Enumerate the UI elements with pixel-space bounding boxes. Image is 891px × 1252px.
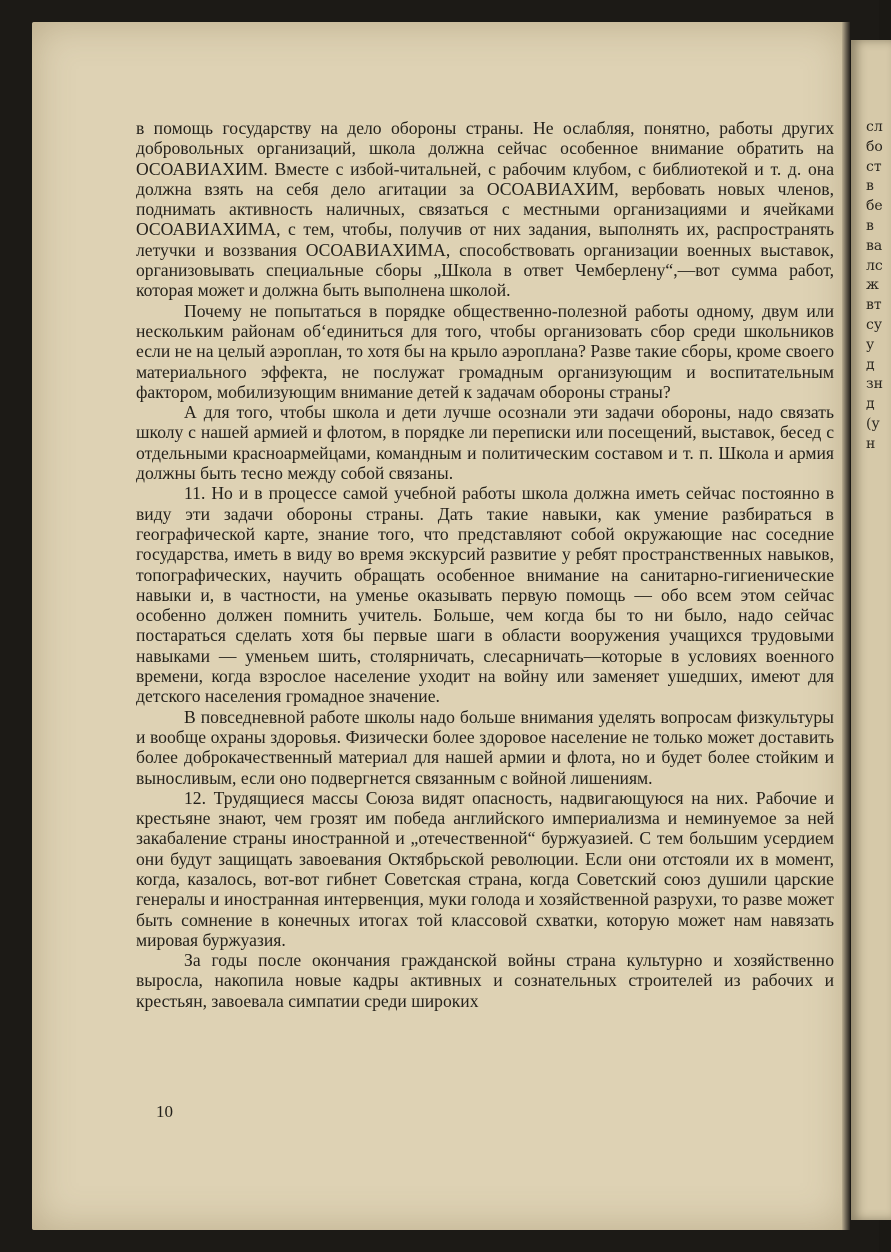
paragraph-postwar-growth: За годы после окончания гражданской войны страна культурно и хозяйственно выросла, накопила новые кадры активных и сознательных строителей из рабочих и крестьян, завоевала симпатии среди широких xyxy=(136,950,834,1011)
paragraph-aeroplane-fundraising: Почему не попытаться в порядке общественно-полезной работы одному, двум или нескольким районам об‘единиться для того, чтобы организовать сбор среди школьников если не на целый аэроплан, то хотя бы на крыло аэроплана? Разве такие сборы, кроме своего материального эффекта, не послужат громадным организующим и воспитательным фактором, мобилизующим внимание детей к задачам обороны страны? xyxy=(136,300,834,402)
page-number: 10 xyxy=(156,1102,173,1121)
paragraph-physical-culture: В повседневной работе школы надо больше внимания уделять вопросам физкультуры и вообще охраны здоровья. Физически более здоровое население не только может доставить более доброкачественный материал для нашей армии и флота, но и будет более стойким и выносливым, если оно подвергнется связанным с войной лишениям. xyxy=(136,706,834,788)
paragraph-continued: в помощь государству на дело обороны страны. Не ослабляя, понятно, работы других добровольных организаций, школа должна сейчас особенное внимание обратить на ОСОАВИАХИМ. Вместе с избой-читальней, с рабочим клубом, с библиотекой и т. д. она должна взять на себя дело агитации за ОСОАВИАХИМ, вербовать новых членов, поднимать активность наличных, связаться с местными организациями и ячейками ОСОАВИАХИМА, с тем, чтобы, получив от них задания, выполнять их, распространять летучки и воззвания ОСОАВИАХИМА, способствовать организации военных выставок, организовывать специальные сборы „Школа в ответ Чемберлену“,—вот сумма работ, которая может и должна быть выполнена школой. xyxy=(136,118,834,301)
paragraph-section-11: 11. Но и в процессе самой учебной работы школа должна иметь сейчас постоянно в виду эти задачи обороны страны. Дать такие навыки, как умение разбираться в географической карте, знание того, что представляют собой окружающие нас соседние государства, иметь в виду во время экскурсий развитие у ребят пространственных навыков, топографических, научить обращать особенное внимание на санитарно-гигиенические навыки и, в частности, на уменье оказывать первую помощь — обо всем этом сейчас особенно должен помнить учитель. Больше, чем когда бы то ни было, надо сейчас постараться сделать хотя бы первые шаги в области вооружения учащихся трудовыми навыками — уменьем шить, столярничать, слесарничать—которые в условиях военного времени, когда взрослое население уходит на войну или заменяет ушедших, имеют для детского населения громадное значение. xyxy=(136,483,834,707)
paragraph-school-army-link: А для того, чтобы школа и дети лучше осознали эти задачи обороны, надо связать школу с нашей армией и флотом, в порядке ли переписки или посещений, выставок, бесед с отдельными красноармейцами, командным и политическим составом и т. п. Школа и армия должны быть тесно между собой связаны. xyxy=(136,402,834,484)
page-body-text xyxy=(136,118,834,1011)
paragraph-section-12: 12. Трудящиеся массы Союза видят опасность, надвигающуюся на них. Рабочие и крестьяне знают, чем грозят им победа английского империализма и неминуемое за ней закабаление страны иностранной и „отечественной“ буржуазией. С тем большим усердием они будут защищать завоевания Октябрьской революции. Если они отстояли их в момент, когда, казалось, вот-вот гибнет Советская страна, когда Советский союз душили царские генералы и иностранная интервенция, муки голода и хозяйственной разрухи, то разве может быть сомнение в конечных итогах той классовой схватки, которую может нам навязать мировая буржуазия. xyxy=(136,787,834,950)
adjacent-page-text-fragment: сл бо ст в бе в ва лс ж вт су у д зн д (у н xyxy=(866,119,883,452)
page-fold-shadow xyxy=(842,22,850,1230)
